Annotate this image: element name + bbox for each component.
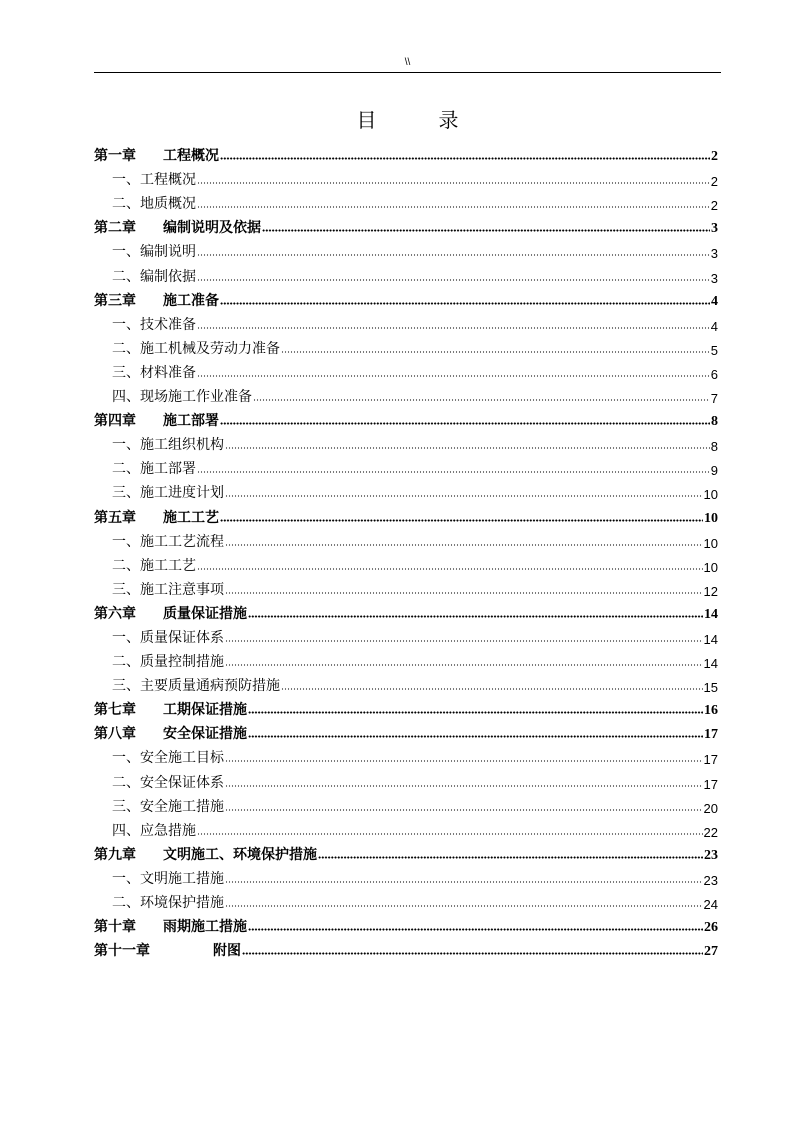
toc-entry-label bbox=[94, 916, 247, 936]
dot-leader bbox=[197, 471, 710, 473]
toc-entry-label bbox=[112, 266, 196, 286]
toc-section-entry[interactable] bbox=[94, 743, 718, 767]
section-title: 二、施工部署 bbox=[112, 461, 196, 478]
toc-chapter-entry[interactable] bbox=[94, 840, 718, 864]
toc-section-entry[interactable] bbox=[94, 382, 718, 406]
section-title: 一、安全施工目标 bbox=[112, 750, 224, 767]
page-number: 8 bbox=[710, 439, 718, 455]
chapter-number: 第八章 bbox=[94, 726, 136, 743]
toc-section-entry[interactable] bbox=[94, 478, 718, 502]
chapter-title: 质量保证措施 bbox=[163, 605, 247, 622]
dot-leader bbox=[253, 399, 710, 401]
header-text: \\ bbox=[404, 57, 411, 68]
toc-entry-label bbox=[112, 627, 224, 647]
page-number: 2 bbox=[711, 149, 718, 165]
page-number: 10 bbox=[703, 535, 718, 551]
toc-section-entry[interactable] bbox=[94, 816, 718, 840]
toc-entry-label bbox=[112, 434, 224, 454]
dot-leader bbox=[197, 833, 703, 835]
toc-entry-label bbox=[112, 482, 224, 502]
section-title: 一、施工组织机构 bbox=[112, 437, 224, 454]
dot-leader bbox=[225, 785, 703, 787]
section-title: 三、材料准备 bbox=[112, 364, 196, 381]
toc-section-entry[interactable] bbox=[94, 334, 718, 358]
toc-section-entry[interactable] bbox=[94, 575, 718, 599]
toc-section-entry[interactable] bbox=[94, 864, 718, 888]
toc-chapter-entry[interactable] bbox=[94, 286, 718, 310]
dot-leader bbox=[248, 928, 703, 931]
page-number: 26 bbox=[704, 920, 718, 936]
page-number: 20 bbox=[703, 800, 718, 816]
page-number: 10 bbox=[704, 510, 718, 526]
chapter-number: 第九章 bbox=[94, 846, 136, 863]
dot-leader bbox=[248, 735, 703, 738]
toc-section-entry[interactable] bbox=[94, 310, 718, 334]
section-title: 三、安全施工措施 bbox=[112, 798, 224, 815]
toc-entry-label bbox=[112, 314, 196, 334]
page-number: 17 bbox=[703, 752, 718, 768]
page-number: 2 bbox=[710, 198, 718, 214]
table-of-contents bbox=[94, 141, 718, 960]
section-title: 二、施工机械及劳动力准备 bbox=[112, 340, 280, 357]
toc-section-entry[interactable] bbox=[94, 671, 718, 695]
page-number: 3 bbox=[710, 246, 718, 262]
toc-section-entry[interactable] bbox=[94, 237, 718, 261]
toc-section-entry[interactable] bbox=[94, 792, 718, 816]
dot-leader bbox=[197, 254, 710, 256]
page-number: 17 bbox=[704, 727, 718, 743]
chapter-number: 第十一章 bbox=[94, 943, 150, 960]
section-title: 二、环境保护措施 bbox=[112, 895, 224, 911]
dot-leader bbox=[242, 952, 703, 955]
section-title: 二、安全保证体系 bbox=[112, 774, 224, 791]
chapter-number: 第三章 bbox=[94, 292, 136, 309]
toc-entry-label bbox=[112, 338, 280, 358]
toc-entry-label bbox=[94, 507, 219, 527]
toc-chapter-entry[interactable] bbox=[94, 141, 718, 165]
toc-entry-label bbox=[112, 820, 196, 840]
chapter-title: 工程概况 bbox=[163, 148, 219, 165]
toc-section-entry[interactable] bbox=[94, 767, 718, 791]
toc-entry-label bbox=[112, 868, 224, 888]
dot-leader bbox=[197, 568, 703, 570]
toc-chapter-entry[interactable] bbox=[94, 719, 718, 743]
toc-entry-label bbox=[112, 241, 196, 261]
dot-leader bbox=[225, 760, 703, 762]
page-number: 6 bbox=[710, 366, 718, 382]
dot-leader bbox=[318, 856, 703, 859]
dot-leader bbox=[220, 157, 710, 160]
section-title: 一、施工工艺流程 bbox=[112, 533, 224, 550]
section-title: 四、现场施工作业准备 bbox=[112, 389, 252, 406]
toc-entry-label bbox=[94, 290, 219, 310]
page-number: 10 bbox=[703, 487, 718, 503]
page-number: 8 bbox=[711, 414, 718, 430]
dot-leader bbox=[225, 544, 703, 546]
dot-leader bbox=[197, 182, 710, 184]
chapter-title: 编制说明及依据 bbox=[163, 220, 261, 237]
page-number: 14 bbox=[703, 656, 718, 672]
toc-section-entry[interactable] bbox=[94, 647, 718, 671]
page-number: 9 bbox=[710, 463, 718, 479]
dot-leader bbox=[248, 711, 703, 714]
dot-leader bbox=[225, 592, 703, 594]
dot-leader bbox=[197, 206, 710, 208]
dot-leader bbox=[248, 615, 703, 618]
toc-entry-label bbox=[94, 844, 317, 864]
dot-leader bbox=[225, 640, 703, 642]
toc-entry-label bbox=[94, 699, 247, 719]
toc-section-entry[interactable] bbox=[94, 527, 718, 551]
toc-entry-label bbox=[112, 531, 224, 551]
toc-entry-label bbox=[112, 579, 224, 599]
page-number: 23 bbox=[703, 872, 718, 888]
toc-title: 目录 bbox=[356, 108, 521, 132]
toc-section-entry[interactable] bbox=[94, 358, 718, 382]
section-title: 一、编制说明 bbox=[112, 244, 196, 261]
chapter-number: 第四章 bbox=[94, 413, 136, 430]
chapter-number: 第十章 bbox=[94, 919, 136, 936]
toc-entry-label bbox=[112, 892, 224, 912]
section-title: 三、施工进度计划 bbox=[112, 485, 224, 502]
toc-chapter-entry[interactable] bbox=[94, 502, 718, 526]
chapter-number: 第五章 bbox=[94, 509, 136, 526]
toc-entry-label bbox=[112, 386, 252, 406]
section-title: 三、主要质量通病预防措施 bbox=[112, 678, 280, 695]
toc-entry-label bbox=[94, 145, 219, 165]
section-title: 二、质量控制措施 bbox=[112, 654, 224, 671]
page-number: 3 bbox=[711, 221, 718, 237]
dot-leader bbox=[220, 519, 703, 522]
toc-entry-label bbox=[94, 217, 261, 237]
page-number: 14 bbox=[703, 631, 718, 647]
section-title: 四、应急措施 bbox=[112, 822, 196, 839]
toc-entry-label bbox=[94, 410, 219, 430]
chapter-title: 雨期施工措施 bbox=[163, 919, 247, 936]
toc-section-entry[interactable] bbox=[94, 551, 718, 575]
toc-chapter-entry[interactable] bbox=[94, 213, 718, 237]
page-number: 23 bbox=[704, 847, 718, 863]
toc-chapter-entry[interactable] bbox=[94, 406, 718, 430]
section-title: 一、工程概况 bbox=[112, 172, 196, 189]
chapter-title: 工期保证措施 bbox=[163, 702, 247, 719]
toc-entry-label bbox=[112, 555, 196, 575]
page-number: 4 bbox=[711, 293, 718, 309]
toc-entry-label bbox=[112, 362, 196, 382]
dot-leader bbox=[225, 905, 703, 907]
toc-chapter-entry[interactable] bbox=[94, 912, 718, 936]
section-title: 二、编制依据 bbox=[112, 268, 196, 285]
page-number: 5 bbox=[710, 342, 718, 358]
toc-entry-label bbox=[112, 169, 196, 189]
dot-leader bbox=[220, 302, 710, 305]
page-number: 4 bbox=[710, 318, 718, 334]
page-number: 24 bbox=[703, 897, 718, 912]
toc-entry-label bbox=[112, 458, 196, 478]
page-number: 22 bbox=[703, 824, 718, 840]
toc-section-entry[interactable] bbox=[94, 888, 718, 912]
dot-leader bbox=[197, 375, 710, 377]
page-header bbox=[94, 56, 721, 73]
toc-entry-label bbox=[112, 651, 224, 671]
toc-entry-label bbox=[112, 747, 224, 767]
toc-entry-label bbox=[94, 940, 241, 960]
toc-section-entry[interactable] bbox=[94, 430, 718, 454]
dot-leader bbox=[281, 351, 710, 353]
toc-entry-label bbox=[112, 796, 224, 816]
chapter-title: 附图 bbox=[213, 943, 241, 960]
chapter-title: 施工部署 bbox=[163, 413, 219, 430]
section-title: 一、文明施工措施 bbox=[112, 870, 224, 887]
toc-chapter-entry[interactable] bbox=[94, 936, 718, 960]
toc-entry-label bbox=[112, 772, 224, 792]
toc-entry-label bbox=[112, 675, 280, 695]
dot-leader bbox=[220, 422, 710, 425]
page-number: 3 bbox=[710, 270, 718, 286]
section-title: 二、地质概况 bbox=[112, 196, 196, 213]
chapter-title: 文明施工、环境保护措施 bbox=[163, 846, 317, 863]
toc-entry-label bbox=[112, 193, 196, 213]
chapter-number: 第六章 bbox=[94, 605, 136, 622]
toc-section-entry[interactable] bbox=[94, 189, 718, 213]
chapter-title: 安全保证措施 bbox=[163, 726, 247, 743]
section-title: 一、质量保证体系 bbox=[112, 629, 224, 646]
toc-entry-label bbox=[94, 603, 247, 623]
dot-leader bbox=[262, 229, 710, 232]
toc-chapter-entry[interactable] bbox=[94, 695, 718, 719]
page-number: 16 bbox=[704, 703, 718, 719]
page-number: 12 bbox=[703, 583, 718, 599]
toc-section-entry[interactable] bbox=[94, 454, 718, 478]
dot-leader bbox=[225, 664, 703, 666]
dot-leader bbox=[225, 809, 703, 811]
dot-leader bbox=[225, 447, 710, 449]
toc-chapter-entry[interactable] bbox=[94, 599, 718, 623]
dot-leader bbox=[225, 881, 703, 883]
chapter-number: 第一章 bbox=[94, 148, 136, 165]
toc-section-entry[interactable] bbox=[94, 165, 718, 189]
section-title: 二、施工工艺 bbox=[112, 557, 196, 574]
section-title: 三、施工注意事项 bbox=[112, 581, 224, 598]
page-number: 27 bbox=[704, 944, 718, 960]
chapter-title: 施工工艺 bbox=[163, 509, 219, 526]
dot-leader bbox=[197, 327, 710, 329]
section-title: 一、技术准备 bbox=[112, 316, 196, 333]
dot-leader bbox=[281, 688, 703, 690]
page-number: 7 bbox=[710, 391, 718, 407]
toc-section-entry[interactable] bbox=[94, 261, 718, 285]
toc-entry-label bbox=[94, 723, 247, 743]
page-number: 15 bbox=[703, 680, 718, 696]
page-number: 2 bbox=[710, 174, 718, 190]
chapter-number: 第七章 bbox=[94, 702, 136, 719]
chapter-title: 施工准备 bbox=[163, 292, 219, 309]
toc-section-entry[interactable] bbox=[94, 623, 718, 647]
dot-leader bbox=[197, 279, 710, 281]
page-number: 17 bbox=[703, 776, 718, 792]
page-number: 10 bbox=[703, 559, 718, 575]
dot-leader bbox=[225, 495, 703, 497]
page-number: 14 bbox=[704, 606, 718, 622]
chapter-number: 第二章 bbox=[94, 220, 136, 237]
